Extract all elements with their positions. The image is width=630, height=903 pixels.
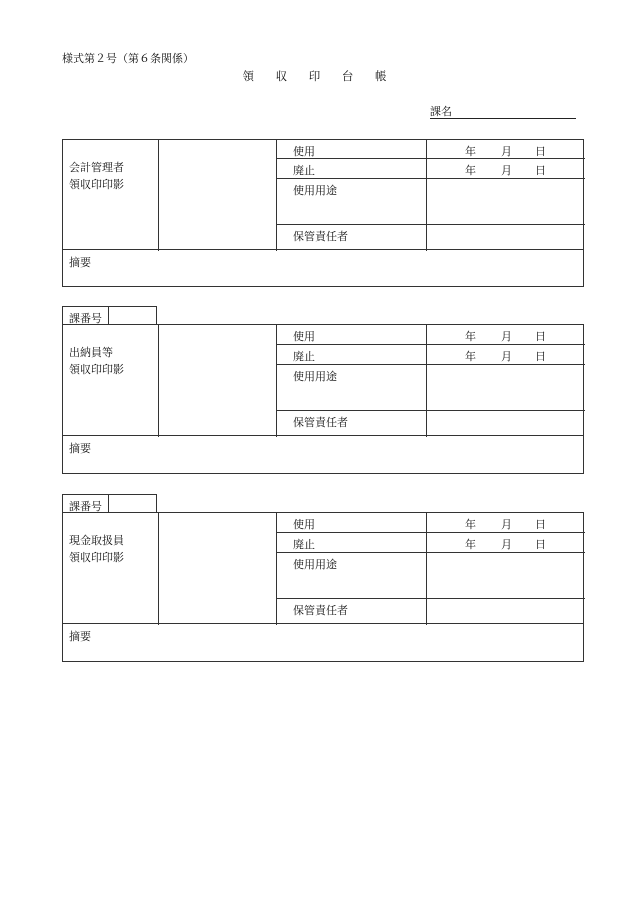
seal-impression-label: 領収印印影: [69, 551, 124, 564]
use-label: 使用: [293, 330, 315, 343]
use-date-day[interactable]: 日: [535, 330, 546, 343]
ka-number-field[interactable]: [62, 306, 157, 325]
use-date-day[interactable]: 日: [535, 518, 546, 531]
form-number: 様式第２号（第６条関係）: [62, 52, 194, 65]
abolish-date-day[interactable]: 日: [535, 350, 546, 363]
summary-box[interactable]: [62, 249, 584, 287]
purpose-label: 使用用途: [293, 184, 337, 197]
use-date-month[interactable]: 月: [501, 330, 512, 343]
use-date-year[interactable]: 年: [465, 330, 476, 343]
ka-number-field[interactable]: [62, 494, 157, 513]
purpose-label: 使用用途: [293, 370, 337, 383]
custodian-label: 保管責任者: [293, 416, 348, 429]
use-date-month[interactable]: 月: [501, 518, 512, 531]
abolish-date-year[interactable]: 年: [465, 538, 476, 551]
summary-box[interactable]: [62, 623, 584, 662]
department-field[interactable]: 課名: [430, 106, 576, 119]
seal-owner-label: 出納員等: [69, 346, 113, 359]
abolish-date-month[interactable]: 月: [501, 538, 512, 551]
abolish-date-day[interactable]: 日: [535, 164, 546, 177]
seal-impression-area[interactable]: [159, 513, 275, 623]
summary-label: 摘要: [69, 256, 91, 269]
summary-label: 摘要: [69, 442, 91, 455]
use-label: 使用: [293, 145, 315, 158]
ka-number-label: 課番号: [69, 312, 102, 325]
page-title: 領 収 印 台 帳: [242, 69, 396, 83]
summary-label: 摘要: [69, 630, 91, 643]
seal-box: [62, 512, 584, 624]
abolish-date-year[interactable]: 年: [465, 164, 476, 177]
abolish-label: 廃止: [293, 164, 315, 177]
ka-number-label: 課番号: [69, 500, 102, 513]
custodian-label: 保管責任者: [293, 230, 348, 243]
seal-box: [62, 139, 584, 250]
seal-owner-label: 現金取扱員: [69, 534, 124, 547]
summary-box[interactable]: [62, 435, 584, 474]
abolish-date-year[interactable]: 年: [465, 350, 476, 363]
abolish-date-month[interactable]: 月: [501, 164, 512, 177]
custodian-label: 保管責任者: [293, 604, 348, 617]
use-date-year[interactable]: 年: [465, 518, 476, 531]
seal-impression-area[interactable]: [159, 325, 275, 435]
seal-impression-area[interactable]: [159, 140, 275, 249]
seal-owner-label: 会計管理者: [69, 161, 124, 174]
use-date-month[interactable]: 月: [501, 145, 512, 158]
use-label: 使用: [293, 518, 315, 531]
seal-box: [62, 324, 584, 436]
use-date-year[interactable]: 年: [465, 145, 476, 158]
seal-impression-label: 領収印印影: [69, 178, 124, 191]
abolish-date-month[interactable]: 月: [501, 350, 512, 363]
abolish-label: 廃止: [293, 350, 315, 363]
seal-impression-label: 領収印印影: [69, 363, 124, 376]
use-date-day[interactable]: 日: [535, 145, 546, 158]
purpose-label: 使用用途: [293, 558, 337, 571]
abolish-date-day[interactable]: 日: [535, 538, 546, 551]
abolish-label: 廃止: [293, 538, 315, 551]
